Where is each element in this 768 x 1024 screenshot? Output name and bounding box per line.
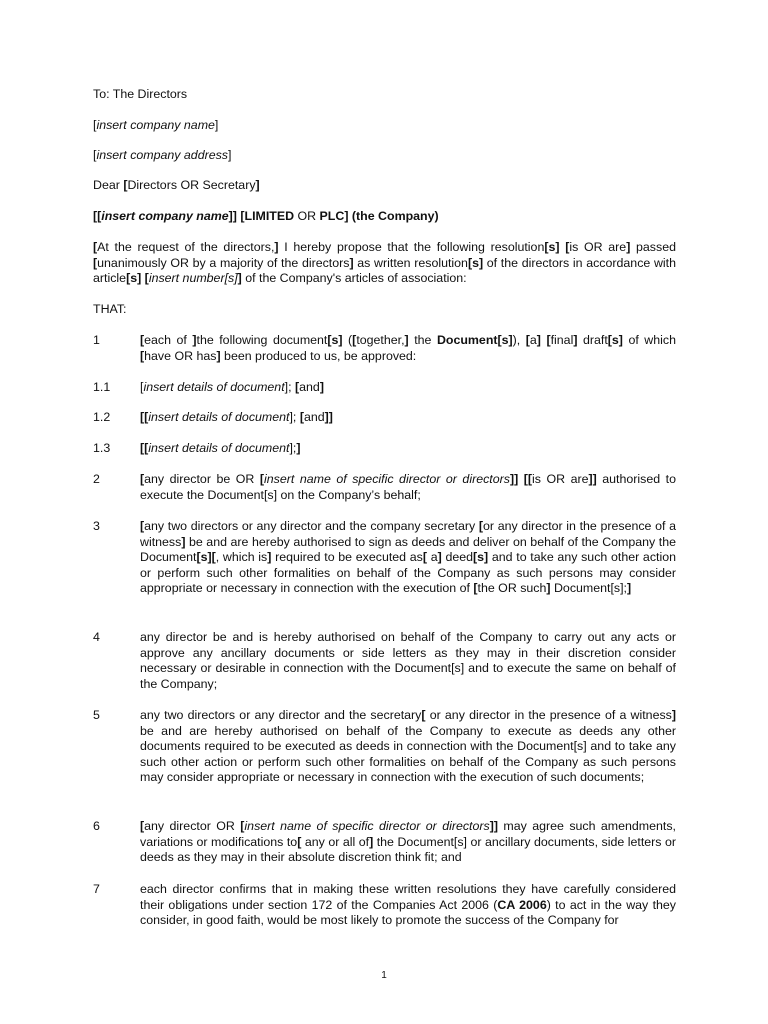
clause-text: [any two directors or any director and the company secretary [or any director in the presence of a witness] be and are hereby authorised to sign as deeds and deliver on behalf of the Company the Document[s][, which is] required to be executed as[ a] deed[s] and to take any such other action or perform such other formalities on behalf of the Company as such persons may consider appropriate or necessary in connection with the execution of [the OR such] Document[s];] — [140, 519, 676, 596]
clause-number: 2 — [93, 472, 100, 486]
clause-text: [[insert details of document];] — [140, 441, 301, 455]
clause-number: 4 — [93, 630, 100, 644]
salutation: Dear [Directors OR Secretary] — [93, 178, 260, 192]
clause-number: 6 — [93, 819, 100, 833]
page-number: 1 — [381, 970, 387, 981]
company-name-placeholder: [insert company name] — [93, 118, 219, 132]
clause-text: [each of ]the following document[s] ([together,] the Document[s]), [a] [final] draft[s] of which [have OR has] been produced to us, be approved: — [140, 333, 676, 363]
clause-number: 1.1 — [93, 380, 111, 394]
addressee-line: To: The Directors — [93, 87, 188, 101]
clause-text: [any director OR [insert name of specific director or directors]] may agree such amendments, variations or modifications to[ any or all of] the Document[s] or ancillary documents, side letters or deeds as they may in their absolute discretion think fit; and — [140, 819, 677, 865]
clause-text: [[insert details of document]; [and]] — [140, 410, 333, 424]
clause-number: 5 — [93, 708, 100, 722]
clause-number: 1.2 — [93, 410, 111, 424]
intro-paragraph: [At the request of the directors,] I hereby propose that the following resolution[s] [is OR are] passed [unanimously OR by a majority of the directors] as written resolution[s] of the directors in accordance with article[s] [insert number[s]] of the Company's articles of association: — [93, 240, 676, 286]
company-address-placeholder: [insert company address] — [93, 148, 232, 162]
that-heading: THAT: — [93, 302, 127, 316]
clause-text: any director be and is hereby authorised on behalf of the Company to carry out any acts or approve any ancillary documents or side letters as they may in their discretion consider necessary or desirable in connection with the Document[s] and to execute the same on behalf of the Company; — [140, 630, 676, 691]
document-title: [[insert company name]] [LIMITED OR PLC] (the Company) — [93, 209, 439, 223]
clause-text: [insert details of document]; [and] — [140, 380, 324, 394]
clause-text: any two directors or any director and the secretary[ or any director in the presence of a witness] be and are hereby authorised on behalf of the Company to execute as deeds any other documents required to be executed as deeds in connection with the Document[s] and to take any such other action or perform such other formalities on behalf of the Company as such persons may consider appropriate or necessary in connection with the execution of such documents; — [140, 708, 676, 785]
clause-number: 1 — [93, 333, 100, 347]
clause-text: [any director be OR [insert name of specific director or directors]] [[is OR are]] authorised to execute the Document[s] on the Company’s behalf; — [140, 472, 676, 502]
clause-number: 7 — [93, 882, 100, 896]
clause-number: 1.3 — [93, 441, 111, 455]
clause-number: 3 — [93, 519, 100, 533]
clause-text: each director confirms that in making these written resolutions they have carefully considered their obligations under section 172 of the Companies Act 2006 (CA 2006) to act in the way they consider, in good faith, would be most likely to promote the success of the Company for — [140, 882, 676, 928]
